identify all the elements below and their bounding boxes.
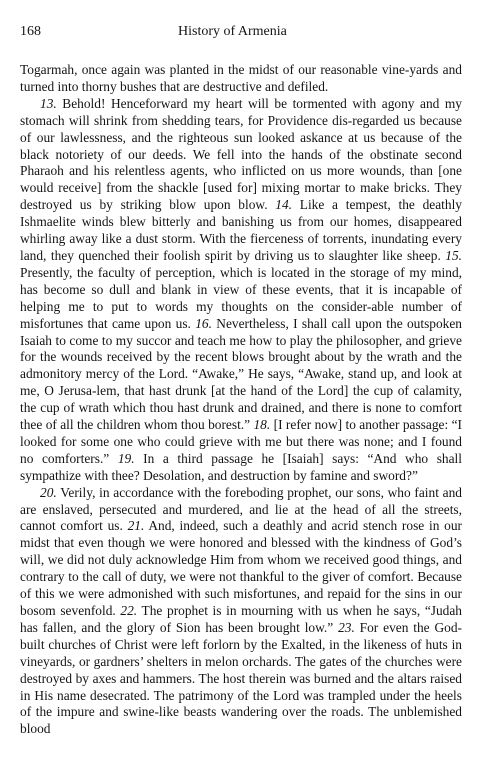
paragraph-text: Like a tempest, the deathly Ishmaelite winds blew bitterly and banishing us from our homes, disappeared whirling away like a dust storm. With the fierceness of torrents, inundating every land, they quenched their foolish spirit by driving us to slaughter like sheep. bbox=[20, 197, 462, 263]
verse-number: 15. bbox=[445, 247, 462, 263]
body-text bbox=[20, 62, 462, 738]
verse-number: 22. bbox=[120, 603, 138, 618]
verse-number: 14. bbox=[275, 197, 293, 213]
running-head bbox=[20, 24, 462, 44]
paragraph-text: The prophet is in mourning with us when he says, “Judah has fallen, and the glory of Sion has been brought low.” bbox=[20, 603, 463, 635]
verse-number: 21. bbox=[127, 518, 145, 534]
verse-number: 20. bbox=[40, 484, 57, 500]
paragraph-text: For even the God-built churches of Christ were left forlorn by the Exalted, in the likeness of huts in vineyards, or gardners’ shelters in melon orchards. The gates of the churches were destroyed by axes and hammers. The host therein was burned and the altars raised in His name desecrated. The patrimony of the Lord was trampled under the heels of the impure and swine-like beasts wandering over the roads. The unblemished blood bbox=[20, 619, 462, 737]
verse-number: 16. bbox=[195, 315, 212, 331]
paragraph-text: And, indeed, such a deathly and acrid stench rose in our midst that even though we were honored and blessed with the kindness of God’s will, we did not duly acknowledge Him from whom we received good things, and contrary to the call of duty, we were not thankful to the giver of comfort. Because of this we were admonished with such misfortunes, and repaid for the sins in our bosom sevenfold. bbox=[20, 518, 462, 618]
paragraph-text: Behold! Henceforward my heart will be tormented with agony and my stomach will shrink from shedding tears, for Providence dis-regarded us because of our lawlessness, and the righteous sun looked askance at us because of the black notoriety of our deeds. We fell into the hands of the obstinate second Pharaoh and his relentless agents, who inflicted on us more wounds, than [one would receive] from the shackle [used for] mixing mortar to make bricks. They destroyed us by striking blow upon blow. bbox=[20, 95, 462, 213]
page-number: 168 bbox=[20, 24, 41, 39]
running-title: History of Armenia bbox=[178, 24, 287, 39]
paragraph bbox=[20, 96, 462, 485]
paragraph-text: Togarmah, once again was planted in the midst of our reasonable vine-yards and turned into thorny bushes that are destructive and defiled. bbox=[20, 62, 462, 94]
verse-number: 18. bbox=[253, 417, 271, 433]
paragraph-text: In a third passage he [Isaiah] says: “And who shall sympathize with thee? Desolation, and destruction by famine and sword?” bbox=[20, 450, 462, 483]
paragraph bbox=[20, 485, 462, 739]
paragraph bbox=[20, 62, 462, 96]
book-page bbox=[20, 24, 462, 738]
verse-number: 23. bbox=[338, 619, 355, 635]
verse-number: 19. bbox=[117, 450, 135, 466]
paragraph-text: [I refer now] to another passage: “I looked for some one who could grieve with me but there was none; and I found no comforters.” bbox=[20, 417, 462, 466]
verse-number: 13. bbox=[40, 95, 57, 111]
paragraph-text: Nevertheless, I shall call upon the outspoken Isaiah to come to my succor and teach me how to play the philosopher, and grieve for the wounds received by the recent blows brought about by the wrath and the admonitory mercy of the Lord. “Awake,” He says, “Awake, stand up, and look at me, O Jerusa-lem, that hast drunk [at the hand of the Lord] the cup of calamity, the cup of wrath which thou hast drunk and drained, and there is none to comfort thee of all the children whom thou borest.” bbox=[20, 315, 463, 433]
paragraph-text: Verily, in accordance with the foreboding prophet, our sons, who faint and are enslaved, persecuted and murdered, and lie at the head of all the streets, cannot comfort us. bbox=[20, 484, 462, 534]
paragraph-text: Presently, the faculty of perception, which is located in the storage of my mind, has become so dull and blank in view of these events, that it is incapable of helping me to put to words my thoughts on the consider-able number of misfortunes that came upon us. bbox=[20, 264, 462, 331]
